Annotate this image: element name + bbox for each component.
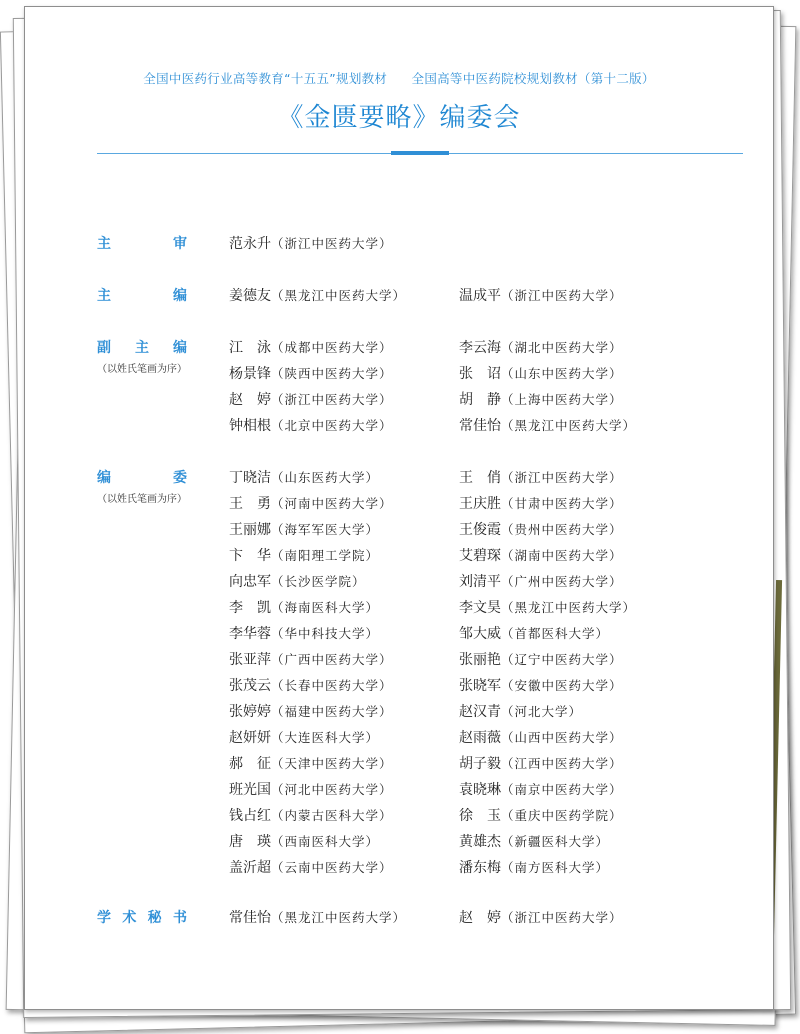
member-entry xyxy=(229,545,379,565)
member-entry xyxy=(229,675,393,695)
member-affiliation: （甘肃中医药大学） xyxy=(501,496,623,511)
member-name: 常佳怡 xyxy=(459,418,501,434)
section-label-text xyxy=(97,907,187,927)
member-affiliation: （黑龙江中医药大学） xyxy=(271,288,407,303)
member-name: 王庆胜 xyxy=(459,496,501,512)
series-line xyxy=(25,69,773,87)
member-name: 杨景锋 xyxy=(229,366,271,382)
member-name: 王丽娜 xyxy=(229,522,271,538)
member-name: 张丽艳 xyxy=(459,652,501,668)
member-affiliation: （海军军医大学） xyxy=(271,522,380,537)
member-affiliation: （广西中医药大学） xyxy=(271,652,393,667)
member-affiliation: （北京中医药大学） xyxy=(271,418,393,433)
member-entry xyxy=(229,649,393,669)
member-entry xyxy=(459,337,623,357)
member-affiliation: （山东中医药大学） xyxy=(501,366,623,381)
member-entry xyxy=(229,233,393,253)
member-name: 黄雄杰 xyxy=(459,834,501,850)
section-label-char: 主 xyxy=(135,340,149,356)
section-note: （以姓氏笔画为序） xyxy=(97,364,187,375)
member-affiliation: （浙江中医药大学） xyxy=(501,910,623,925)
section-label-text xyxy=(97,467,187,487)
member-entry xyxy=(459,857,609,877)
member-affiliation: （浙江中医药大学） xyxy=(271,236,393,251)
member-name: 唐 瑛 xyxy=(229,834,271,850)
member-name: 盖沂超 xyxy=(229,860,271,876)
member-name: 赵雨薇 xyxy=(459,730,501,746)
member-name: 张 诏 xyxy=(459,366,501,382)
section-label-char: 委 xyxy=(173,470,187,486)
member-name: 向忠军 xyxy=(229,574,271,590)
member-name: 李云海 xyxy=(459,340,501,356)
section-label-mishu xyxy=(97,907,187,927)
member-affiliation: （福建中医药大学） xyxy=(271,704,393,719)
member-affiliation: （黑龙江中医药大学） xyxy=(501,418,637,433)
member-entry xyxy=(229,907,406,927)
member-entry xyxy=(459,907,623,927)
section-note: （以姓氏笔画为序） xyxy=(97,494,187,505)
member-affiliation: （河南中医药大学） xyxy=(271,496,393,511)
member-entry xyxy=(459,805,623,825)
member-entry xyxy=(229,623,379,643)
member-affiliation: （浙江中医药大学） xyxy=(501,470,623,485)
section-label-char: 副 xyxy=(97,340,111,356)
member-name: 艾碧琛 xyxy=(459,548,501,564)
member-name: 刘清平 xyxy=(459,574,501,590)
section-label-text xyxy=(97,337,187,357)
member-name: 范永升 xyxy=(229,236,271,252)
member-affiliation: （河北中医药大学） xyxy=(271,782,393,797)
member-affiliation: （首都医科大学） xyxy=(501,626,610,641)
section-label-char: 审 xyxy=(173,236,187,252)
member-entry xyxy=(229,779,393,799)
section-label-char: 秘 xyxy=(147,910,162,926)
member-entry xyxy=(459,753,623,773)
member-name: 钟相根 xyxy=(229,418,271,434)
member-affiliation: （湖北中医药大学） xyxy=(501,340,623,355)
member-entry xyxy=(229,519,379,539)
member-entry xyxy=(459,831,609,851)
section-label-fuzhubian xyxy=(97,337,187,375)
member-affiliation: （新疆医科大学） xyxy=(501,834,610,849)
member-name: 王俊霞 xyxy=(459,522,501,538)
member-affiliation: （南方医科大学） xyxy=(501,860,610,875)
member-entry xyxy=(459,285,623,305)
section-label-text xyxy=(97,285,187,305)
section-label-zhubian xyxy=(97,285,187,305)
section-label-char: 主 xyxy=(97,236,111,252)
series-left: 全国中医药行业高等教育“十五五”规划教材 xyxy=(143,71,388,86)
member-name: 姜德友 xyxy=(229,288,271,304)
member-entry xyxy=(459,779,623,799)
section-label-char: 主 xyxy=(97,288,111,304)
member-affiliation: （辽宁中医药大学） xyxy=(501,652,623,667)
member-name: 张茂云 xyxy=(229,678,271,694)
section-label-bianwei xyxy=(97,467,187,505)
member-affiliation: （江西中医药大学） xyxy=(501,756,623,771)
member-name: 胡 静 xyxy=(459,392,501,408)
member-entry xyxy=(229,597,379,617)
member-name: 赵汉青 xyxy=(459,704,501,720)
member-name: 李文昊 xyxy=(459,600,501,616)
member-affiliation: （山西中医药大学） xyxy=(501,730,623,745)
member-name: 胡子毅 xyxy=(459,756,501,772)
member-entry xyxy=(459,675,623,695)
member-affiliation: （海南医科大学） xyxy=(271,600,380,615)
document-page xyxy=(24,6,774,1010)
page-title: 《金匮要略》编委会 xyxy=(277,103,521,133)
member-entry xyxy=(229,415,393,435)
member-name: 赵妍妍 xyxy=(229,730,271,746)
section-label-char: 编 xyxy=(173,288,187,304)
member-affiliation: （贵州中医药大学） xyxy=(501,522,623,537)
member-affiliation: （山东医药大学） xyxy=(271,470,380,485)
member-name: 赵 婷 xyxy=(459,910,501,926)
section-label-char: 编 xyxy=(97,470,111,486)
member-entry xyxy=(229,571,366,591)
member-name: 班光国 xyxy=(229,782,271,798)
member-name: 王 勇 xyxy=(229,496,271,512)
member-affiliation: （华中科技大学） xyxy=(271,626,380,641)
member-affiliation: （重庆中医药学院） xyxy=(501,808,623,823)
member-affiliation: （安徽中医药大学） xyxy=(501,678,623,693)
member-name: 袁晓琳 xyxy=(459,782,501,798)
member-name: 徐 玉 xyxy=(459,808,501,824)
member-affiliation: （大连医科大学） xyxy=(271,730,380,745)
member-affiliation: （河北大学） xyxy=(501,704,583,719)
member-entry xyxy=(459,623,609,643)
title-divider-accent xyxy=(391,151,449,155)
member-entry xyxy=(229,363,393,383)
member-name: 江 泳 xyxy=(229,340,271,356)
member-entry xyxy=(459,701,582,721)
member-name: 潘东梅 xyxy=(459,860,501,876)
member-affiliation: （湖南中医药大学） xyxy=(501,548,623,563)
member-affiliation: （长沙医学院） xyxy=(271,574,366,589)
member-affiliation: （浙江中医药大学） xyxy=(501,288,623,303)
member-affiliation: （上海中医药大学） xyxy=(501,392,623,407)
member-name: 王 俏 xyxy=(459,470,501,486)
member-entry xyxy=(459,545,623,565)
member-affiliation: （南京中医药大学） xyxy=(501,782,623,797)
member-affiliation: （陕西中医药大学） xyxy=(271,366,393,381)
member-affiliation: （黑龙江中医药大学） xyxy=(271,910,407,925)
member-affiliation: （内蒙古医科大学） xyxy=(271,808,393,823)
section-label-zhushen xyxy=(97,233,187,253)
series-right: 全国高等中医药院校规划教材（第十二版） xyxy=(411,71,655,86)
member-entry xyxy=(229,467,379,487)
member-entry xyxy=(229,389,393,409)
member-affiliation: （广州中医药大学） xyxy=(501,574,623,589)
member-name: 李 凯 xyxy=(229,600,271,616)
section-label-char: 术 xyxy=(122,910,137,926)
member-name: 邹大威 xyxy=(459,626,501,642)
member-entry xyxy=(229,753,393,773)
member-name: 温成平 xyxy=(459,288,501,304)
member-entry xyxy=(459,597,636,617)
member-affiliation: （浙江中医药大学） xyxy=(271,392,393,407)
member-entry xyxy=(459,389,623,409)
member-entry xyxy=(459,727,623,747)
member-affiliation: （长春中医药大学） xyxy=(271,678,393,693)
section-label-char: 学 xyxy=(97,910,111,926)
member-entry xyxy=(229,805,393,825)
member-name: 卞 华 xyxy=(229,548,271,564)
member-name: 常佳怡 xyxy=(229,910,271,926)
member-entry xyxy=(229,337,393,357)
member-name: 李华蓉 xyxy=(229,626,271,642)
member-entry xyxy=(229,493,393,513)
member-entry xyxy=(459,519,623,539)
member-affiliation: （黑龙江中医药大学） xyxy=(501,600,637,615)
member-entry xyxy=(459,415,636,435)
member-entry xyxy=(229,285,406,305)
member-entry xyxy=(459,571,623,591)
member-affiliation: （天津中医药大学） xyxy=(271,756,393,771)
member-name: 钱占红 xyxy=(229,808,271,824)
member-name: 张婷婷 xyxy=(229,704,271,720)
member-entry xyxy=(229,701,393,721)
member-affiliation: （南阳理工学院） xyxy=(271,548,380,563)
section-label-char: 编 xyxy=(173,340,187,356)
member-entry xyxy=(229,727,379,747)
member-name: 张亚萍 xyxy=(229,652,271,668)
member-affiliation: （云南中医药大学） xyxy=(271,860,393,875)
member-affiliation: （西南医科大学） xyxy=(271,834,380,849)
member-entry xyxy=(229,831,379,851)
member-name: 郝 征 xyxy=(229,756,271,772)
member-name: 赵 婷 xyxy=(229,392,271,408)
member-entry xyxy=(229,857,393,877)
member-entry xyxy=(459,363,623,383)
member-name: 张晓军 xyxy=(459,678,501,694)
member-entry xyxy=(459,493,623,513)
member-entry xyxy=(459,649,623,669)
member-entry xyxy=(459,467,623,487)
member-name: 丁晓洁 xyxy=(229,470,271,486)
member-affiliation: （成都中医药大学） xyxy=(271,340,393,355)
section-label-text xyxy=(97,233,187,253)
section-label-char: 书 xyxy=(172,910,187,926)
